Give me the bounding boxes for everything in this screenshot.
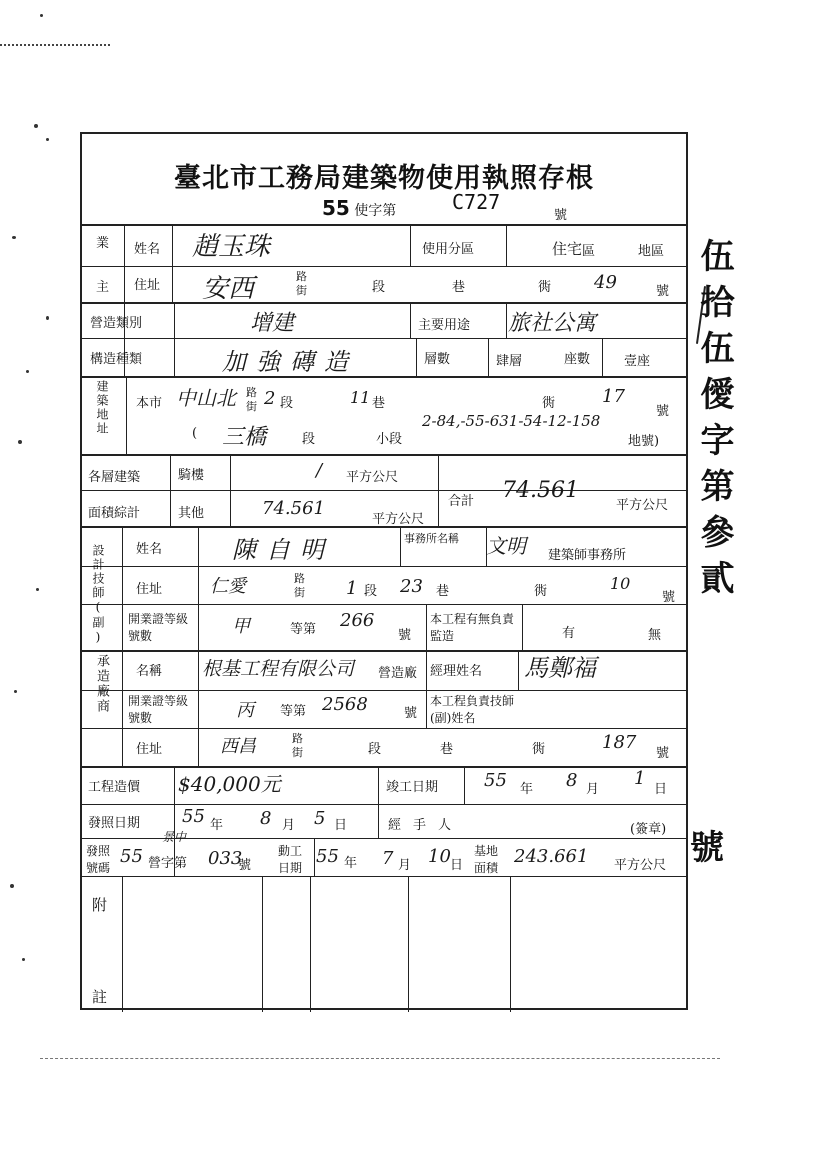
table-rule-line [410, 224, 411, 266]
total-value: 74.561 [502, 478, 579, 503]
issue-year-char: 年 [210, 818, 224, 833]
scan-speck [34, 124, 38, 128]
table-rule-line [82, 690, 686, 691]
contractor-section-char: 段 [368, 742, 382, 757]
supervise-value: 有 [562, 626, 576, 641]
contractor-license-label: 開業證等級號數 [128, 694, 189, 725]
table-rule-line [378, 804, 379, 838]
table-rule-line [198, 526, 199, 766]
other-unit: 平方公尺 [372, 512, 425, 527]
site-sec-no: 2 [264, 388, 276, 409]
designer-no-value: 10 [610, 574, 631, 593]
usage-permit-stub-form [80, 132, 688, 1010]
side-seal: 號 [690, 828, 724, 868]
designer-name-label: 姓名 [136, 542, 163, 557]
site-section-char: 段 [280, 396, 294, 411]
issue-day-value: 5 [314, 808, 326, 829]
zone-label: 使用分區 [422, 242, 475, 257]
table-rule-line [82, 454, 686, 456]
permit-suffix: 號 [554, 208, 568, 223]
owner-addr-road: 安西 [202, 274, 255, 304]
arcade-unit: 平方公尺 [346, 470, 399, 485]
designer-street-char: 街 [294, 586, 305, 599]
permit-number: C727 [452, 190, 501, 214]
permit-year: 55 [322, 196, 350, 220]
table-rule-line [518, 650, 519, 690]
section-char: 段 [372, 280, 386, 295]
scan-speck [46, 138, 49, 141]
contractor-label: 承造廠商 [94, 654, 109, 714]
contractor-alley-char: 衖 [532, 742, 546, 757]
issue-year-value: 55 [182, 806, 205, 827]
table-rule-line [522, 604, 523, 650]
table-rule-line [506, 302, 507, 338]
table-rule-line [230, 454, 231, 526]
site-alley-char: 衖 [542, 396, 556, 411]
table-rule-line [506, 224, 507, 266]
start-year: 55 [316, 846, 339, 867]
done-year-char: 年 [520, 782, 534, 797]
contractor-lane-char: 巷 [440, 742, 454, 757]
designer-license-no: 266 [340, 610, 375, 631]
table-rule-line [122, 526, 123, 766]
floors-label: 層數 [424, 352, 451, 367]
designer-license-label: 開業證等級號數 [128, 612, 189, 643]
start-day: 10 [428, 846, 451, 867]
office-value: 文明 [486, 534, 526, 558]
issue-no-suffix: 號 [238, 858, 252, 873]
table-rule-line [82, 804, 686, 805]
main-use-label: 主要用途 [418, 318, 471, 333]
arcade-value: / [316, 460, 323, 481]
table-rule-line [82, 604, 686, 605]
scan-speck [46, 316, 49, 320]
site-small-sec: 小段 [376, 432, 403, 447]
table-rule-line [510, 876, 511, 1012]
done-month: 8 [566, 770, 578, 791]
issue-month-value: 8 [260, 808, 272, 829]
cost-value: $40,000元 [178, 772, 281, 796]
scan-speck [40, 14, 43, 17]
build-type-value: 增建 [250, 311, 295, 336]
start-date-label: 動工日期 [278, 844, 303, 875]
area-label-2: 面積綜計 [88, 506, 141, 521]
designer-sec-no: 1 [346, 578, 358, 599]
total-label: 合計 [448, 494, 475, 509]
number-char: 號 [656, 284, 670, 299]
table-rule-line [82, 490, 686, 491]
contractor-license-grade: 丙 [236, 700, 254, 721]
designer-label: 設計技師(副) [91, 544, 105, 646]
table-rule-line [126, 376, 127, 454]
owner-addr-no: 49 [594, 272, 617, 293]
contractor-name-label: 名稱 [136, 664, 163, 679]
sign-label: (簽章) [630, 822, 667, 837]
owner-label-1: 業 [96, 236, 110, 251]
blocks-label: 座數 [564, 352, 591, 367]
scan-speck [22, 958, 25, 961]
table-rule-line [310, 876, 311, 1012]
start-month-char: 月 [398, 858, 412, 873]
designer-name: 陳自明 [232, 536, 334, 564]
tech-label: 本工程負責技師(副)姓名 [430, 694, 515, 725]
area-label-1: 各層建築 [88, 470, 141, 485]
designer-license-suffix: 號 [398, 628, 412, 643]
contractor-name-suffix: 營造廠 [378, 666, 418, 681]
blocks-value: 壹座 [624, 354, 651, 369]
form-title: 臺北市工務局建築物使用執照存根 [174, 163, 594, 194]
table-rule-line [122, 876, 123, 1012]
other-value: 74.561 [262, 498, 325, 519]
table-rule-line [82, 876, 686, 877]
designer-number-char: 號 [662, 590, 676, 605]
base-area-label: 基地面積 [474, 844, 499, 875]
contractor-road-char: 路 [292, 732, 303, 745]
table-rule-line [82, 302, 686, 304]
site-district: 三橋 [222, 425, 267, 450]
contractor-number-char: 號 [656, 746, 670, 761]
scan-speck [14, 690, 17, 693]
street-char: 街 [296, 284, 307, 297]
table-rule-line [602, 338, 603, 376]
table-rule-line [438, 454, 439, 526]
done-day: 1 [634, 768, 646, 789]
structure-value: 加強磚造 [222, 348, 358, 376]
office-suffix: 建築師事務所 [548, 548, 627, 563]
owner-name: 趙玉珠 [192, 232, 271, 262]
main-use-value: 旅社公寓 [508, 311, 597, 336]
designer-lane-char: 巷 [436, 584, 450, 599]
zone-value: 住宅 [552, 240, 583, 258]
site-label: 建築地址 [95, 380, 109, 436]
table-rule-line [174, 302, 175, 376]
cost-label: 工程造價 [88, 780, 141, 795]
scan-speck [12, 236, 16, 239]
contractor-addr-label: 住址 [136, 742, 163, 757]
remark-label-1: 附 [92, 896, 108, 914]
owner-name-label: 姓名 [134, 242, 161, 257]
base-area-value: 243.661 [514, 846, 589, 867]
site-district-sec: 段 [302, 432, 316, 447]
table-rule-line [426, 690, 427, 728]
table-rule-line [82, 728, 686, 729]
table-rule-line [410, 302, 411, 338]
table-rule-line [170, 454, 171, 526]
designer-addr-label: 住址 [136, 582, 163, 597]
issue-day-char: 日 [334, 818, 348, 833]
site-lot-value: 2-84,-55-631-54-12-158 [422, 412, 601, 430]
floors-value: 肆層 [496, 354, 523, 369]
start-month: 7 [382, 848, 394, 869]
site-no-value: 17 [602, 386, 625, 407]
table-rule-line [314, 838, 315, 876]
contractor-name: 根基工程有限公司 [202, 658, 355, 680]
table-rule-line [426, 604, 427, 650]
table-rule-line [82, 376, 686, 378]
alley-char: 衖 [538, 280, 552, 295]
scan-cut-line [40, 1058, 720, 1059]
remark-label-2: 註 [92, 988, 108, 1006]
scan-speck [36, 588, 39, 591]
done-date-label: 竣工日期 [386, 780, 439, 795]
zone-unit-1: 區 [582, 244, 596, 259]
scan-speck [26, 370, 29, 373]
site-number-char: 號 [656, 404, 670, 419]
issue-no-year: 55 [120, 846, 143, 867]
table-rule-line [262, 876, 263, 1012]
designer-license-mid: 等第 [290, 622, 317, 637]
contractor-license-mid: 等第 [280, 704, 307, 719]
issue-no-mid: 營字第 [148, 856, 188, 871]
issue-no-label: 發照號碼 [86, 844, 111, 875]
site-city: 本市 [136, 396, 163, 411]
zone-unit-2: 地區 [638, 244, 665, 259]
contractor-license-suffix: 號 [404, 706, 418, 721]
supervise-label: 本工程有無負責監造 [430, 612, 515, 643]
owner-label-2: 主 [96, 280, 110, 295]
owner-addr-label: 住址 [134, 278, 161, 293]
designer-addr-road: 仁愛 [210, 576, 246, 597]
site-road-char: 路 [246, 386, 257, 399]
office-label: 事務所名稱 [404, 532, 459, 545]
site-road: 中山北 [176, 386, 236, 410]
table-rule-line [400, 526, 401, 566]
issue-no-value: 033 [208, 848, 243, 869]
supervise-suffix: 無 [648, 628, 662, 643]
arcade-label: 騎樓 [178, 468, 205, 483]
contractor-addr-road: 西昌 [220, 736, 256, 757]
scan-edge-noise [0, 44, 110, 52]
lane-char: 巷 [452, 280, 466, 295]
road-char: 路 [296, 270, 307, 283]
site-lane-no: 11 [350, 388, 371, 407]
permit-prefix: 使字第 [354, 203, 397, 219]
table-rule-line [426, 650, 427, 690]
issue-month-char: 月 [282, 818, 296, 833]
site-lot-char: 地號) [628, 434, 660, 449]
build-type-label: 營造類別 [90, 316, 143, 331]
table-rule-line [378, 766, 379, 804]
base-area-unit: 平方公尺 [614, 858, 667, 873]
issue-no-note: 景中 [162, 830, 187, 844]
contractor-license-no: 2568 [322, 694, 368, 715]
permit-number-line [322, 196, 396, 220]
designer-alley-char: 衖 [534, 584, 548, 599]
designer-road-char: 路 [294, 572, 305, 585]
table-rule-line [82, 566, 686, 567]
table-rule-line [82, 766, 686, 768]
designer-license-grade: 甲 [232, 616, 250, 637]
done-day-char: 日 [654, 782, 668, 797]
table-rule-line [408, 876, 409, 1012]
scan-speck [10, 884, 14, 888]
table-rule-line [172, 224, 173, 302]
start-day-char: 日 [450, 858, 464, 873]
site-street-char: 街 [246, 400, 257, 413]
done-year: 55 [484, 770, 507, 791]
other-label: 其他 [178, 506, 205, 521]
start-year-char: 年 [344, 856, 358, 871]
issue-date-label: 發照日期 [88, 816, 141, 831]
contractor-street-char: 街 [292, 746, 303, 759]
done-month-char: 月 [586, 782, 600, 797]
designer-section-char: 段 [364, 584, 378, 599]
manager-name: 馬鄭福 [524, 654, 596, 682]
table-rule-line [488, 338, 489, 376]
site-lane-char: 巷 [372, 396, 386, 411]
site-paren: ( [192, 426, 198, 441]
manager-label: 經理姓名 [430, 664, 483, 679]
handler-label: 經手人 [388, 818, 464, 833]
total-unit: 平方公尺 [616, 498, 669, 513]
scan-speck [18, 440, 22, 444]
contractor-no-value: 187 [602, 732, 637, 753]
table-rule-line [82, 338, 686, 339]
side-stamp: 伍拾伍僾字第參貳 [694, 238, 734, 606]
table-rule-line [416, 338, 417, 376]
table-rule-line [464, 766, 465, 804]
structure-label: 構造種類 [90, 352, 143, 367]
designer-lane-no: 23 [400, 576, 423, 597]
